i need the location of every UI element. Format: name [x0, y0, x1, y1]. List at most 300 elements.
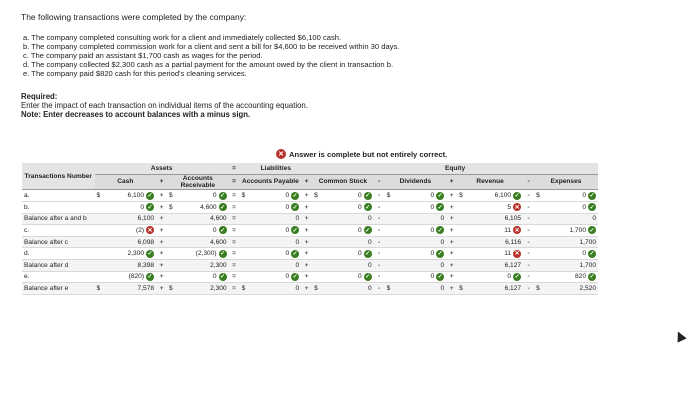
common-stock-cell [325, 259, 373, 271]
expenses-cell [547, 213, 598, 225]
expenses-currency [534, 248, 547, 260]
accounts-receivable-value-wrap [210, 285, 227, 292]
revenue-value[interactable]: 11 [504, 250, 512, 258]
row-label: Balance after c [22, 236, 95, 248]
revenue-cell [470, 283, 523, 295]
dividends-cell[interactable] [398, 271, 446, 283]
cash-cell[interactable] [108, 248, 156, 260]
check-circle-icon: ✓ [437, 204, 443, 211]
accounts-receivable-currency [167, 271, 180, 283]
expenses-cell[interactable] [547, 190, 598, 202]
check-circle-icon: ✓ [589, 251, 595, 258]
accounts-payable-value-wrap [285, 273, 299, 281]
check-circle-icon: ✓ [514, 274, 520, 281]
header-accounts-payable: Accounts Payable [240, 174, 302, 190]
expenses-cell [547, 283, 598, 295]
check-circle-icon: ✓ [437, 227, 443, 234]
accounts-payable-value[interactable]: 0 [285, 226, 290, 234]
common-stock-cell[interactable] [325, 202, 373, 214]
accounts-receivable-currency: $ [167, 202, 180, 214]
revenue-currency [457, 202, 470, 214]
operator-plus: + [446, 271, 457, 283]
operator-plus: + [301, 202, 312, 214]
expenses-value-wrap [579, 262, 596, 269]
header-dividends: Dividends [385, 174, 447, 190]
operator-minus: - [374, 190, 385, 202]
expenses-value-wrap [579, 239, 596, 246]
x-circle-icon: ✕ [514, 251, 520, 258]
expenses-currency [534, 202, 547, 214]
dividends-value-wrap [430, 192, 444, 200]
balance-row [22, 283, 598, 295]
expenses-cell [547, 259, 598, 271]
dividends-cell [398, 236, 446, 248]
operator-equals: = [229, 202, 240, 214]
operator-plus: + [446, 283, 457, 295]
expenses-value: 1,700 [579, 238, 596, 246]
operator-minus: - [374, 236, 385, 248]
check-circle-icon: ✓ [147, 193, 153, 200]
expenses-value[interactable]: 0 [582, 192, 586, 200]
dividends-cell[interactable] [398, 225, 446, 237]
check-circle-icon: ✓ [514, 193, 520, 200]
transaction-b: b. The company completed commission work for a client and sent a bill for $4,600 to be received within 30 days. [23, 42, 400, 51]
expenses-currency [534, 271, 547, 283]
x-circle-icon: ✕ [276, 149, 286, 159]
operator-minus: - [523, 202, 534, 214]
accounts-receivable-currency [167, 259, 180, 271]
operator-plus: + [156, 225, 167, 237]
cash-cell [108, 236, 156, 248]
check-circle-icon: ✓ [292, 274, 298, 281]
cash-value[interactable]: 6,100 [127, 192, 145, 200]
revenue-value: 6,105 [504, 215, 522, 223]
expenses-value-wrap [582, 192, 596, 200]
revenue-value[interactable]: 11 [504, 226, 512, 234]
expenses-currency [534, 259, 547, 271]
operator-plus: + [156, 213, 167, 225]
dividends-value: 0 [440, 215, 445, 223]
table-body [22, 190, 598, 294]
required-text: Enter the impact of each transaction on individual items of the accounting equation. [21, 101, 308, 110]
dividends-value-wrap [440, 239, 444, 246]
x-circle-icon: ✕ [514, 227, 520, 234]
accounts-receivable-currency: $ [167, 283, 180, 295]
header-accounts-receivable: Accounts Receivable [167, 174, 229, 190]
accounts-receivable-value[interactable]: 4,600 [200, 203, 217, 211]
row-label: b. [22, 202, 95, 214]
accounts-payable-cell [253, 259, 301, 271]
cash-cell [108, 259, 156, 271]
accounts-receivable-currency [167, 248, 180, 260]
cash-value: 8,398 [137, 261, 155, 269]
cash-value-wrap [136, 226, 154, 234]
operator-equals: = [229, 213, 240, 225]
common-stock-cell[interactable] [325, 225, 373, 237]
common-stock-value[interactable]: 0 [357, 250, 362, 258]
x-circle-icon: ✕ [514, 204, 520, 211]
common-stock-cell [325, 283, 373, 295]
dividends-cell [398, 213, 446, 225]
header-plus: + [301, 174, 312, 190]
balance-row [22, 236, 598, 248]
row-label: Balance after e [22, 283, 95, 295]
revenue-currency [457, 248, 470, 260]
accounts-payable-currency [240, 259, 253, 271]
accounts-payable-value-wrap [285, 203, 299, 211]
accounts-receivable-value[interactable]: 0 [212, 273, 217, 281]
accounts-receivable-cell [180, 259, 228, 271]
accounts-receivable-value[interactable]: 0 [212, 192, 217, 200]
operator-plus: + [156, 236, 167, 248]
operator-minus: - [374, 271, 385, 283]
accounts-receivable-value-wrap [213, 192, 227, 200]
cash-cell[interactable] [108, 202, 156, 214]
revenue-value[interactable]: 6,100 [494, 192, 512, 200]
accounts-receivable-currency [167, 225, 180, 237]
common-stock-value-wrap [358, 192, 372, 200]
operator-minus: - [523, 213, 534, 225]
revenue-cell[interactable] [470, 225, 523, 237]
check-circle-icon: ✓ [220, 193, 226, 200]
expenses-currency [534, 236, 547, 248]
check-circle-icon: ✓ [365, 251, 371, 258]
revenue-value: 6,127 [504, 284, 522, 292]
header-equals: = [229, 163, 240, 174]
revenue-cell[interactable] [470, 190, 523, 202]
expenses-value-wrap [569, 226, 596, 234]
accounts-receivable-value-wrap [196, 250, 227, 258]
revenue-value: 6,116 [505, 238, 522, 246]
check-circle-icon: ✓ [147, 274, 153, 281]
cash-cell[interactable] [108, 225, 156, 237]
accounts-payable-cell[interactable] [253, 271, 301, 283]
revenue-cell[interactable] [470, 248, 523, 260]
common-stock-currency [312, 248, 325, 260]
table-row [22, 202, 598, 214]
cash-value-wrap [128, 192, 155, 200]
cash-currency: $ [95, 190, 108, 202]
operator-minus: - [374, 202, 385, 214]
accounting-equation-table [22, 163, 598, 295]
dividends-currency [385, 259, 398, 271]
check-circle-icon: ✓ [365, 227, 371, 234]
operator-minus: - [523, 271, 534, 283]
cash-currency [95, 213, 108, 225]
check-circle-icon: ✓ [220, 251, 226, 258]
expenses-value-wrap [582, 250, 596, 258]
operator-plus: + [156, 248, 167, 260]
cash-value: 7,578 [137, 284, 155, 292]
operator-plus: + [446, 248, 457, 260]
common-stock-value[interactable]: 0 [357, 273, 362, 281]
common-stock-currency: $ [312, 190, 325, 202]
common-stock-currency [312, 236, 325, 248]
dividends-value-wrap [440, 285, 444, 292]
accounts-payable-cell [253, 283, 301, 295]
check-circle-icon: ✓ [292, 193, 298, 200]
check-circle-icon: ✓ [589, 193, 595, 200]
accounts-receivable-cell[interactable] [180, 271, 228, 283]
answer-status-text: Answer is complete but not entirely correct. [289, 149, 448, 159]
operator-plus: + [446, 225, 457, 237]
revenue-value-wrap [507, 273, 521, 281]
accounts-payable-value: 0 [295, 215, 300, 223]
common-stock-value: 0 [367, 215, 372, 223]
dividends-currency [385, 213, 398, 225]
cash-value: 6,098 [137, 238, 155, 246]
expenses-cell[interactable] [547, 225, 598, 237]
dividends-cell[interactable] [398, 248, 446, 260]
accounts-receivable-value: 2,300 [210, 261, 227, 269]
row-label: Balance after d [22, 259, 95, 271]
expenses-currency: $ [534, 190, 547, 202]
table-row [22, 190, 598, 202]
expenses-cell[interactable] [547, 202, 598, 214]
common-stock-currency [312, 271, 325, 283]
accounts-payable-currency [240, 236, 253, 248]
revenue-cell [470, 236, 523, 248]
answer-status-banner [276, 148, 447, 160]
operator-minus: - [523, 259, 534, 271]
accounts-receivable-value-wrap [210, 262, 227, 269]
expenses-cell[interactable] [547, 248, 598, 260]
accounts-payable-value: 0 [295, 284, 300, 292]
dividends-cell[interactable] [398, 202, 446, 214]
common-stock-value-wrap [368, 239, 372, 246]
accounts-payable-value[interactable]: 0 [285, 192, 290, 200]
operator-plus: + [301, 271, 312, 283]
cash-value-wrap [128, 250, 155, 258]
dividends-value[interactable]: 0 [430, 273, 435, 281]
accounts-payable-cell[interactable] [253, 225, 301, 237]
common-stock-value[interactable]: 0 [357, 192, 362, 200]
common-stock-cell [325, 213, 373, 225]
expenses-value-wrap [582, 203, 596, 211]
cash-cell[interactable] [108, 271, 156, 283]
revenue-value[interactable]: 5 [507, 203, 512, 211]
operator-plus: + [156, 202, 167, 214]
cash-currency [95, 202, 108, 214]
accounts-payable-value[interactable]: 0 [285, 273, 290, 281]
operator-equals: = [229, 236, 240, 248]
accounts-payable-value[interactable]: 0 [285, 250, 290, 258]
accounts-payable-currency [240, 271, 253, 283]
header-revenue: Revenue [457, 174, 523, 190]
expenses-value[interactable]: 0 [582, 203, 586, 211]
dividends-value[interactable]: 0 [430, 203, 435, 211]
dividends-value-wrap [430, 250, 444, 258]
operator-plus: + [301, 259, 312, 271]
accounts-payable-value-wrap [285, 250, 299, 258]
expenses-currency [534, 213, 547, 225]
operator-equals: = [229, 271, 240, 283]
check-circle-icon: ✓ [437, 251, 443, 258]
operator-minus: - [374, 248, 385, 260]
revenue-currency [457, 271, 470, 283]
dividends-cell[interactable] [398, 190, 446, 202]
operator-equals: = [229, 248, 240, 260]
transaction-c: c. The company paid an assistant $1,700 cash as wages for the period. [23, 51, 263, 60]
accounts-payable-value-wrap [295, 285, 299, 292]
accounts-receivable-value: 4,600 [210, 238, 227, 246]
dividends-currency [385, 202, 398, 214]
dividends-value-wrap [440, 215, 444, 222]
common-stock-value: 0 [367, 261, 372, 269]
accounts-receivable-value-wrap [210, 215, 227, 222]
accounts-receivable-cell[interactable] [180, 225, 228, 237]
common-stock-value[interactable]: 0 [357, 203, 362, 211]
expenses-value[interactable]: 820 [574, 273, 586, 281]
accounts-receivable-cell[interactable] [180, 248, 228, 260]
check-circle-icon: ✓ [365, 193, 371, 200]
revenue-value: 6,127 [504, 261, 522, 269]
expenses-currency [534, 225, 547, 237]
cash-value[interactable]: (820) [128, 273, 145, 281]
expenses-value[interactable]: 0 [582, 250, 586, 258]
check-circle-icon: ✓ [292, 204, 298, 211]
revenue-cell[interactable] [470, 271, 523, 283]
accounts-receivable-value[interactable]: 0 [212, 226, 217, 234]
table-row [22, 225, 598, 237]
table-row [22, 248, 598, 260]
accounts-payable-cell[interactable] [253, 248, 301, 260]
operator-plus: + [446, 213, 457, 225]
revenue-value-wrap [504, 226, 521, 234]
check-circle-icon: ✓ [365, 204, 371, 211]
accounts-payable-cell[interactable] [253, 202, 301, 214]
dividends-value-wrap [430, 203, 444, 211]
cash-value: 6,100 [137, 215, 155, 223]
revenue-cell[interactable] [470, 202, 523, 214]
expenses-value: 0 [592, 215, 596, 223]
check-circle-icon: ✓ [589, 204, 595, 211]
transaction-a: a. The company completed consulting work for a client and immediately collected $6,100 cash. [23, 33, 342, 42]
accounts-payable-cell[interactable] [253, 190, 301, 202]
transaction-d: d. The company collected $2,300 cash as a partial payment for the amount owed by the client in transaction b. [23, 60, 394, 69]
operator-minus: - [523, 248, 534, 260]
dividends-value[interactable]: 0 [430, 226, 435, 234]
revenue-value-wrap [507, 203, 521, 211]
accounts-receivable-value-wrap [210, 239, 227, 246]
expenses-value-wrap [575, 273, 596, 281]
operator-minus: - [374, 213, 385, 225]
dividends-value: 0 [440, 261, 445, 269]
common-stock-value: 0 [367, 238, 372, 246]
dividends-currency [385, 271, 398, 283]
check-circle-icon: ✓ [220, 274, 226, 281]
header-equals: = [229, 174, 240, 190]
cash-value[interactable]: 0 [140, 203, 145, 211]
cash-cell [108, 213, 156, 225]
revenue-currency [457, 225, 470, 237]
revenue-value-wrap [495, 192, 522, 200]
operator-plus: + [301, 190, 312, 202]
accounts-payable-currency: $ [240, 190, 253, 202]
check-circle-icon: ✓ [220, 227, 226, 234]
cash-value-wrap [138, 285, 155, 292]
common-stock-value-wrap [358, 250, 372, 258]
expenses-cell[interactable] [547, 271, 598, 283]
dividends-value[interactable]: 0 [430, 192, 435, 200]
accounts-receivable-cell[interactable] [180, 190, 228, 202]
operator-plus: + [301, 236, 312, 248]
common-stock-currency [312, 213, 325, 225]
dividends-cell [398, 259, 446, 271]
accounts-payable-currency [240, 213, 253, 225]
operator-minus: - [523, 283, 534, 295]
row-label: d. [22, 248, 95, 260]
check-circle-icon: ✓ [437, 274, 443, 281]
header-minus: - [374, 174, 385, 190]
cash-value[interactable]: 2,300 [127, 250, 145, 258]
revenue-currency [457, 236, 470, 248]
accounts-receivable-value: 4,600 [210, 215, 227, 223]
revenue-currency [457, 259, 470, 271]
check-circle-icon: ✓ [437, 193, 443, 200]
check-circle-icon: ✓ [589, 274, 595, 281]
revenue-value-wrap [505, 215, 522, 222]
dividends-currency: $ [385, 190, 398, 202]
accounts-payable-value-wrap [295, 215, 299, 222]
cash-currency [95, 259, 108, 271]
cash-currency: $ [95, 283, 108, 295]
common-stock-value-wrap [358, 203, 372, 211]
dividends-value[interactable]: 0 [430, 250, 435, 258]
revenue-value-wrap [505, 262, 522, 269]
operator-plus: + [446, 259, 457, 271]
dividends-currency [385, 236, 398, 248]
expenses-value-wrap [592, 215, 596, 222]
accounts-receivable-value[interactable]: (2,300) [195, 250, 217, 258]
mouse-cursor-icon [673, 329, 686, 342]
cash-value[interactable]: (2) [136, 226, 145, 234]
header-common-stock: Common Stock [312, 174, 374, 190]
operator-minus: - [523, 225, 534, 237]
common-stock-cell[interactable] [325, 248, 373, 260]
revenue-cell [470, 213, 523, 225]
dividends-value: 0 [440, 284, 445, 292]
common-stock-value[interactable]: 0 [357, 226, 362, 234]
cash-value-wrap [138, 262, 155, 269]
intro-text: The following transactions were completed by the company: [21, 12, 247, 22]
common-stock-cell[interactable] [325, 271, 373, 283]
expenses-value: 1,700 [579, 261, 596, 269]
accounts-receivable-cell[interactable] [180, 202, 228, 214]
dividends-value: 0 [440, 238, 445, 246]
balance-row [22, 259, 598, 271]
common-stock-cell[interactable] [325, 190, 373, 202]
accounts-payable-value[interactable]: 0 [285, 203, 290, 211]
accounts-receivable-value-wrap [200, 203, 227, 211]
expenses-value: 2,520 [579, 284, 596, 292]
common-stock-cell [325, 236, 373, 248]
operator-equals: = [229, 190, 240, 202]
cash-value-wrap [140, 203, 154, 211]
row-label: a. [22, 190, 95, 202]
accounts-receivable-cell [180, 283, 228, 295]
expenses-value[interactable]: 1,700 [569, 226, 586, 234]
revenue-currency: $ [457, 190, 470, 202]
revenue-value[interactable]: 0 [507, 273, 512, 281]
expenses-value-wrap [579, 285, 596, 292]
header-cash: Cash [95, 174, 157, 190]
accounts-payable-currency [240, 202, 253, 214]
check-circle-icon: ✓ [292, 227, 298, 234]
operator-equals: = [229, 283, 240, 295]
cash-cell[interactable] [108, 190, 156, 202]
header-plus: + [156, 174, 167, 190]
